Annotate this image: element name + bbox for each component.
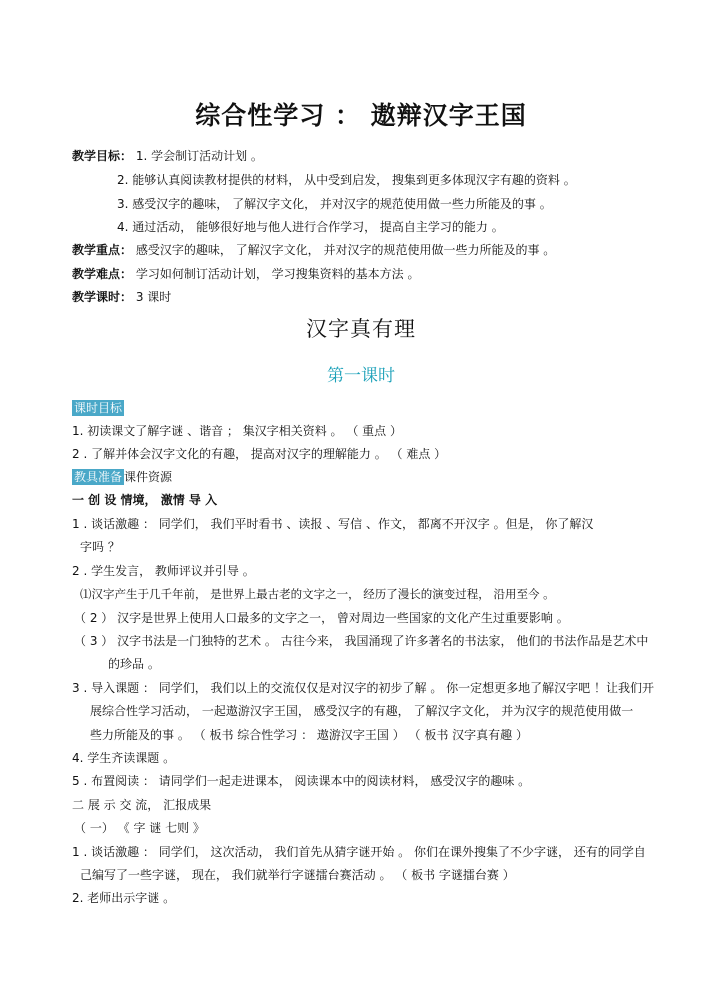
paragraph-line: 字吗 ？ [80,540,120,554]
prep-row [72,469,172,485]
page-title: 综合性学习 ： 遨辩汉字王国 [195,101,527,130]
paragraph-line: 己编写了一些字谜， 现在， 我们就举行字谜擂台赛活动 。 （ 板书 字谜擂台赛 ） [80,868,515,882]
objective-item: 3. 感受汉字的趣味， 了解汉字文化， 并对汉字的规范使用做一些力所能及的事 。 [117,197,552,211]
section-heading: 二 展 示 交 流， 汇报成果 [72,798,212,812]
objective-item: 4. 通过活动， 能够很好地与他人进行合作学习， 提高自主学习的能力 。 [117,220,504,234]
subsection-heading: （ 一） 《 字 谜 七则 》 [74,821,205,835]
paragraph-line: ⑴汉字产生于几千年前， 是世界上最古老的文字之一， 经历了漫长的演变过程， 沿用至今 。 [80,587,555,601]
lesson-goal-heading [72,400,124,416]
paragraph-line: 1 . 谈话激趣 ： 同学们， 我们平时看书 、读报 、写信 、作文， 都离不开汉字 。但是， 你了解汉 [72,517,594,531]
lesson-title: 第一课时 [327,366,395,386]
difficulty-text: 学习如何制订活动计划， 学习搜集资料的基本方法 。 [135,267,420,281]
paragraph-line: 展综合性学习活动， 一起遨游汉字王国， 感受汉字的有趣， 了解汉字文化， 并为汉字的规范使用做一 [90,704,634,718]
paragraph-line: 3 . 导入课题 ： 同学们， 我们以上的交流仅仅是对汉字的初步了解 。 你一定想更多地了解汉字吧 ！让我们开 [72,681,654,695]
objective-item: 1. 学会制订活动计划 。 [135,149,263,163]
goal-item: 2 . 了解并体会汉字文化的有趣， 提高对汉字的理解能力 。 （ 难点 ） [72,447,447,461]
objectives-label: 教学目标： [72,149,133,163]
class-hours-text: 3 课时 [135,290,172,304]
paragraph-line: （ 3 ） 汉字书法是一门独特的艺术 。 古往今来， 我国涌现了许多著名的书法家， 他们的书法作品是艺术中 [74,634,649,648]
paragraph-line: 4. 学生齐读课题 。 [72,751,176,765]
prep-text: 课件资源 [124,470,173,484]
paragraph-line: 2. 老师出示字谜 。 [72,891,176,905]
paragraph-line: 的珍品 。 [108,657,160,671]
paragraph-line: 2 . 学生发言， 教师评议并引导 。 [72,564,255,578]
objectives-row [72,148,263,164]
goal-item: 1. 初读课文了解字谜 、谐音 ； 集汉字相关资料 。 （ 重点 ） [72,424,402,438]
key-points-label: 教学重点： [72,243,133,257]
paragraph-line: （ 2 ） 汉字是世界上使用人口最多的文字之一， 曾对周边一些国家的文化产生过重要影响 。 [74,611,569,625]
difficulty-row [72,266,419,282]
class-hours-label: 教学课时： [72,290,133,304]
difficulty-label: 教学难点： [72,267,133,281]
section-title: 汉字真有理 [306,317,416,341]
lesson-goal-tag: 课时目标 [74,401,123,415]
paragraph-line: 1 . 谈话激趣 ： 同学们， 这次活动， 我们首先从猜字谜开始 。 你们在课外搜集了不少字谜， 还有的同学自 [72,845,646,859]
paragraph-line: 些力所能及的事 。 （ 板书 综合性学习 ： 遨游汉字王国 ） （ 板书 汉字真有趣 ） [90,728,528,742]
section-heading: 一 创 设 情境， 激情 导 入 [72,493,218,507]
prep-tag: 教具准备 [74,470,123,484]
key-points-text: 感受汉字的趣味， 了解汉字文化， 并对汉字的规范使用做一些力所能及的事 。 [135,243,556,257]
class-hours-row [72,289,171,305]
paragraph-line: 5 . 布置阅读 ： 请同学们一起走进课本， 阅读课本中的阅读材料， 感受汉字的趣味 。 [72,774,531,788]
objective-item: 2. 能够认真阅读教材提供的材料， 从中受到启发， 搜集到更多体现汉字有趣的资料 。 [117,173,576,187]
key-points-row [72,242,555,258]
